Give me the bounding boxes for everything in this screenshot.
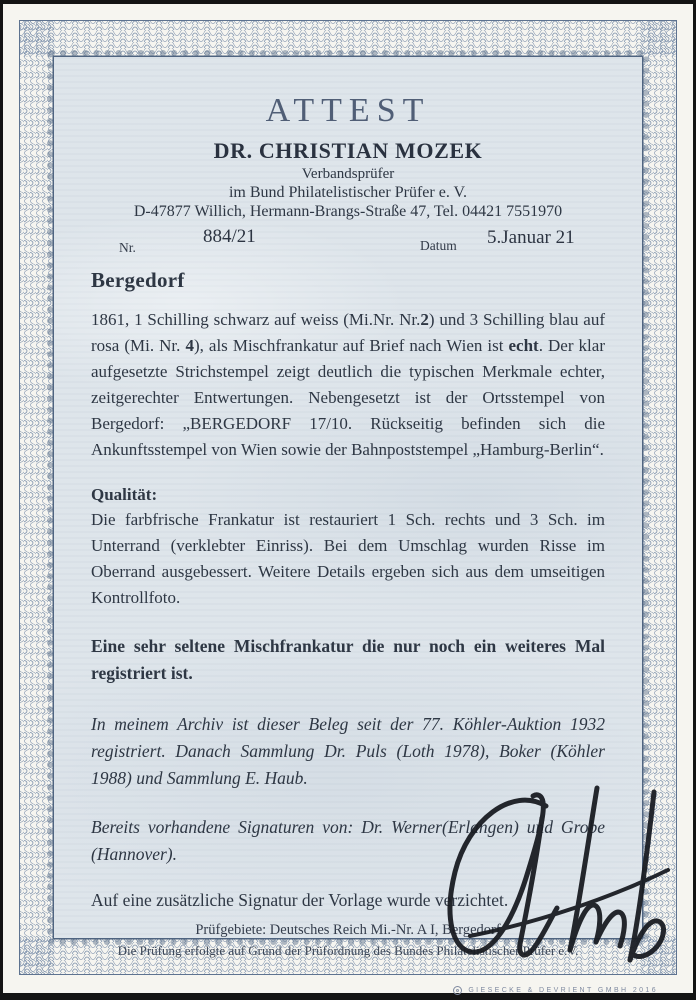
- date-label: Datum: [420, 238, 457, 253]
- examiner-organization: im Bund Philatelistischer Prüfer e. V.: [228, 184, 468, 201]
- description-text: . Der klar aufgesetzte Strichstempel zeigt deutlich die typischen Merkmale echter, zeitgerechter Entwertungen. Nebengesetzt ist der Ortsstempel von Bergedorf: „BERGEDORF 17/10. Rückseitig befinden sich die Ankunftsstempel von Wien sowie der Bahnpoststempel „Hamburg-Berlin“.: [91, 336, 605, 459]
- description-bold-echt: echt: [508, 336, 539, 355]
- rarity-note: Eine sehr seltene Mischfrankatur die nur noch ein weiteres Mal registriert ist.: [91, 636, 605, 683]
- certificate-date: 5.Januar 21: [487, 227, 575, 248]
- description-text: ), als Mischfrankatur auf Brief nach Wien ist: [193, 336, 509, 355]
- quality-heading: Qualität:: [91, 485, 158, 504]
- printer-imprint-text: GIESECKE & DEVRIENT GMBH 2016: [468, 987, 658, 994]
- examiner-role: Verbandsprüfer: [301, 166, 395, 182]
- border-band-right: [642, 20, 677, 975]
- number-label: Nr.: [119, 240, 136, 255]
- certificate-body: [54, 57, 642, 958]
- printer-logo-icon: [453, 986, 462, 995]
- signatures-note: Bereits vorhandene Signaturen von: Dr. Werner(Erlangen) und Grobe (Hannover).: [91, 817, 605, 864]
- subject-heading: Bergedorf: [91, 268, 185, 292]
- examiner-address: D-47877 Willich, Hermann-Brangs-Straße 47, Tel. 04421 7551970: [133, 203, 563, 220]
- description-paragraph: [91, 307, 605, 463]
- regulation-note: Die Prüfung erfolgte auf Grund der Prüfordnung des Bundes Philatelistischer Prüfer e.V.: [117, 943, 579, 958]
- description-bold-michel-4: 4: [185, 336, 194, 355]
- provenance-note: In meinem Archiv ist dieser Beleg seit der 77. Köhler-Auktion 1932 registriert. Danach Sammlung Dr. Puls (Loth 1978), Boker (Köhler 1988) und Sammlung E. Haub.: [91, 714, 605, 788]
- certificate-title: ATTEST: [265, 92, 431, 129]
- description-text: 1861, 1 Schilling schwarz auf weiss (Mi.Nr. Nr.: [91, 310, 421, 329]
- description-text: ) und 3 Schilling blau auf rosa (Mi. Nr.: [91, 310, 605, 355]
- quality-paragraph: Die farbfrische Frankatur ist restauriert 1 Sch. rechts und 3 Sch. im Unterrand (verklebter Einriss). Bei dem Umschlag wurden Risse im Oberrand ausgebessert. Weitere Details ergeben sich aus dem umseitigen Kontrollfoto.: [91, 510, 605, 607]
- printer-imprint: [453, 986, 658, 995]
- closing-note: Auf eine zusätzliche Signatur der Vorlage wurde verzichtet.: [91, 890, 509, 910]
- expertise-areas: Prüfgebiete: Deutsches Reich Mi.-Nr. A I, Bergedorf: [195, 922, 501, 938]
- description-bold-michel-2: 2: [420, 310, 429, 329]
- examiner-name: DR. CHRISTIAN MOZEK: [213, 138, 483, 163]
- certificate-number: 884/21: [203, 226, 256, 247]
- certificate-meta-row: [91, 224, 605, 256]
